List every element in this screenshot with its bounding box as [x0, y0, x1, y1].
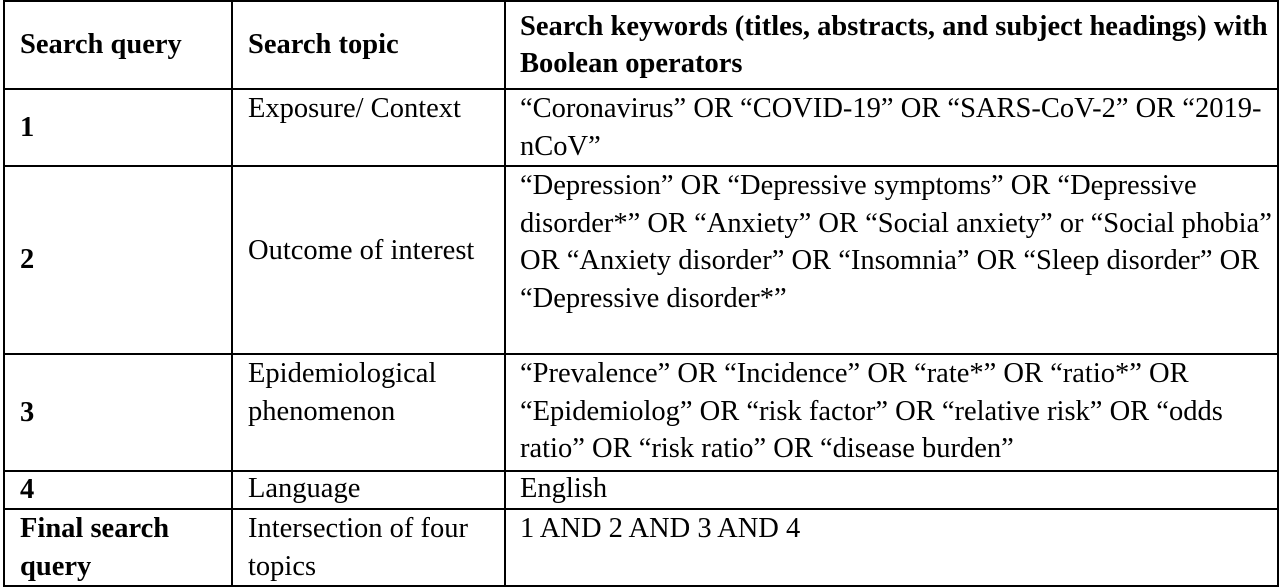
topic-text: Epidemiological phenomenon — [248, 358, 437, 427]
topic-cell — [232, 471, 505, 509]
keywords-text: 1 AND 2 AND 3 AND 4 — [520, 513, 801, 544]
keywords-cell — [505, 354, 1278, 471]
header-search-keywords — [505, 1, 1278, 89]
topic-cell — [232, 166, 505, 354]
query-cell — [4, 89, 232, 166]
header-search-query — [4, 1, 232, 89]
query-cell — [4, 471, 232, 509]
keywords-cell — [505, 471, 1278, 509]
topic-cell — [232, 89, 505, 166]
keywords-cell — [505, 509, 1278, 586]
header-search-topic-label: Search topic — [248, 29, 399, 61]
keywords-text: “Prevalence” OR “Incidence” OR “rate*” OR “ratio*” OR “Epidemiolog” OR “risk factor” OR “relative risk” OR “odds ratio” OR “risk ratio” OR “disease burden” — [520, 358, 1223, 464]
topic-text: Outcome of interest — [248, 235, 475, 267]
query-label: Final search query — [20, 513, 170, 582]
query-number: 2 — [20, 244, 35, 276]
table-row — [4, 354, 1278, 471]
search-strategy-table — [3, 0, 1279, 587]
keywords-text: “Coronavirus” OR “COVID-19” OR “SARS-CoV-2” OR “2019-nCoV” — [520, 93, 1262, 162]
table-row — [4, 509, 1278, 586]
keywords-cell — [505, 89, 1278, 166]
query-number: 4 — [20, 474, 35, 505]
table-header-row — [4, 1, 1278, 89]
topic-text: Intersection of four topics — [248, 513, 468, 582]
header-search-keywords-label: Search keywords (titles, abstracts, and subject headings) with Boolean operators — [520, 10, 1268, 79]
table-row — [4, 471, 1278, 509]
keywords-text: “Depression” OR “Depressive symptoms” OR “Depressive disorder*” OR “Anxiety” OR “Social anxiety” or “Social phobia” OR “Anxiety disorder” OR “Insomnia” OR “Sleep disorder” OR “Depressive disorder*” — [520, 170, 1272, 314]
header-search-topic — [232, 1, 505, 89]
topic-text: Exposure/ Context — [248, 93, 461, 124]
header-search-query-label: Search query — [20, 29, 182, 61]
query-number: 3 — [20, 396, 35, 428]
table-row — [4, 89, 1278, 166]
query-cell — [4, 509, 232, 586]
keywords-text: English — [520, 473, 608, 504]
topic-text: Language — [248, 473, 361, 504]
query-number: 1 — [20, 111, 35, 143]
topic-cell — [232, 354, 505, 471]
keywords-cell — [505, 166, 1278, 354]
table-row — [4, 166, 1278, 354]
query-cell — [4, 354, 232, 471]
query-cell — [4, 166, 232, 354]
topic-cell — [232, 509, 505, 586]
